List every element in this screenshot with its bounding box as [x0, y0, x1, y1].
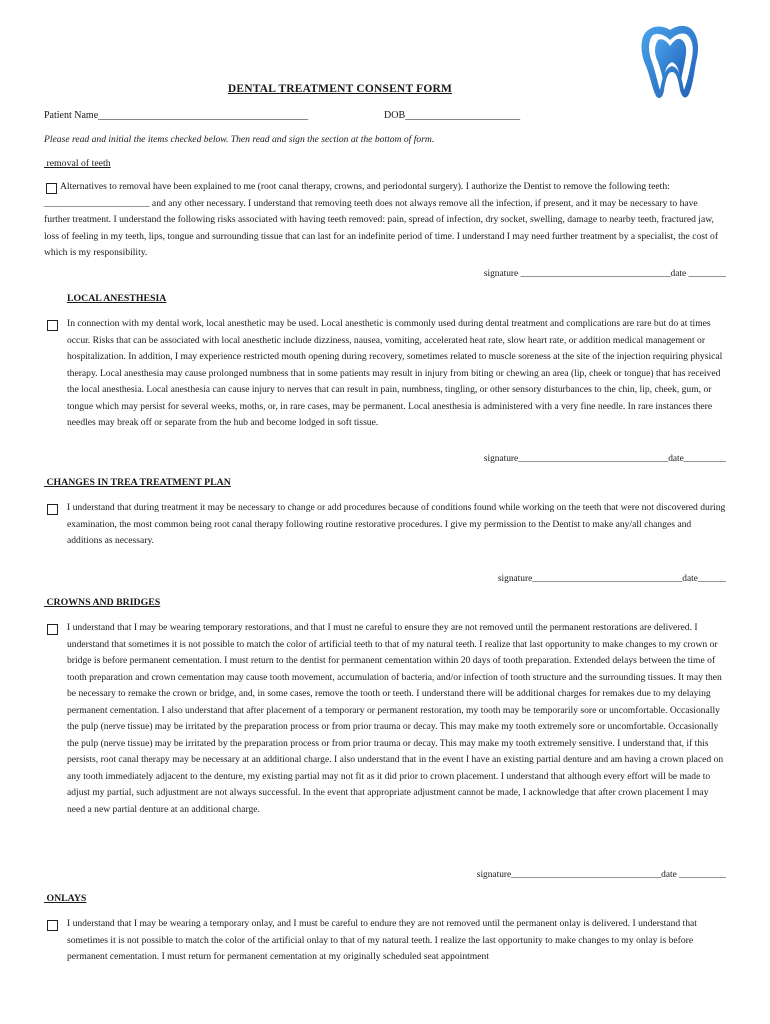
signature-line-changes[interactable]: signature________________________________date______ — [497, 574, 726, 584]
checkbox-crowns[interactable] — [47, 624, 58, 635]
section-heading-anesthesia: LOCAL ANESTHESIA — [67, 293, 167, 304]
section-text-anesthesia: In connection with my dental work, local anesthetic may be used. Local anesthetic is commonly used during dental treatment and complications are rare but do at times occur. Risks that can be associated with local anesthetic include dizziness, nausea, vomiting, accelerated heat rate, slow heart rate, or addition medical management or hospitalization. In addition, I may experience restricted mouth opening during recovery, sometimes related to muscle soreness at the site of the injection requiring physical therapy. Local anesthesia may cause prolonged numbness that in some patients may result in injury from biting or chewing an area (lip, cheek or tongue) that has received the local anesthesia. Local anesthesia can cause injury to nerves that can result in pain, numbness, tingling, or other sensory disturbances to the chin, lip, cheek, gum, or tongue which may persist for several weeks, moths, or, in rare cases, may be permanent. Local anesthesia is administered with a very fine needle. In rare instances there needles may break off or separate from the hub and become lodged in soft tissue. — [67, 318, 723, 428]
patient-name-field[interactable]: Patient Name__________________________________________ — [44, 110, 309, 121]
section-heading-onlays: ONLAYS — [44, 893, 87, 904]
section-text-onlays: I understand that I may be wearing a temporary onlay, and I must be careful to endure they are not removed until the permanent onlay is delivered. I understand that sometimes it is not possible to match the color of the artificial onlay to that of my natural teeth. I realize the last opportunity to make changes to my onlay is before permanent cementation. I must return for permanent cementation at my originally scheduled seat appointment — [67, 918, 697, 962]
checkbox-onlays[interactable] — [47, 920, 58, 931]
checkbox-anesthesia[interactable] — [47, 320, 58, 331]
section-heading-crowns: CROWNS AND BRIDGES — [44, 597, 161, 608]
checkbox-changes[interactable] — [47, 504, 58, 515]
section-heading-changes: CHANGES IN TREA TREATMENT PLAN — [44, 477, 231, 488]
form-title: DENTAL TREATMENT CONSENT FORM — [227, 83, 453, 95]
dob-field[interactable]: DOB_______________________ — [384, 110, 521, 121]
instructions-text: Please read and initial the items checked below. Then read and sign the section at the bottom of form. — [44, 134, 435, 145]
signature-line-removal[interactable]: signature ________________________________date ________ — [483, 269, 726, 279]
signature-line-anesthesia[interactable]: signature________________________________date_________ — [483, 454, 726, 464]
section-text-crowns: I understand that I may be wearing temporary restorations, and that I must ne careful to ensure they are not removed until the permanent restorations are delivered. I understand that sometimes it is not possible to match the color of artificial teeth to that of my natural teeth. I realize that last opportunity to make changes to my crown or bridge is before permanent cementation. I must return to the dentist for permanent cementation within 20 days of tooth preparation. Extended delays between the time of tooth preparation and crown cementation may cause tooth movement, accumulation of bacteria, and/or infection of tooth structure and the surrounding tissues. It may then be necessary to remake the crown or bridge, and, in some cases, remove the tooth or teeth. I understand there will be additional charges for remakes due to my delaying permanent cementation. I also understand that after placement of a temporary or permanent restoration, my tooth may be temporarily sore or uncomfortable. Occasionally the pulp (nerve tissue) may be irritated by the preparation process or from prior trauma or decay. This may make my tooth extremely sore or uncomfortable. Occasionally the pulp (nerve tissue) may be irritated by the preparation process or from prior trauma or decay. This may make my tooth extremely sensitive. I understand that, if this persists, root canal therapy may be necessary at an additional charge. I also understand that in the event I have an existing partial denture and am having a crown placed on any tooth immediately adjacent to the denture, my existing partial may not fit as it did prior to crown placement. I understand that although every effort will be made to adjust my partial, such adjustment are not always successful. In the event that appropriate adjustment cannot be made, I acknowledge that after crown placement I may need a new partial denture at an additional charge. — [67, 622, 724, 815]
signature-line-crowns[interactable]: signature________________________________date __________ — [476, 870, 726, 880]
section-text-removal: Alternatives to removal have been explained to me (root canal therapy, crowns, and periodontal surgery). I authorize the Dentist to remove the following teeth: ______________________ and any other necessary. I understand that removing teeth does not always remove all the infection, if present, and it may be necessary to have further treatment. I understand the following risks associated with having teeth removed: pain, spread of infection, dry socket, swelling, damage to nearby teeth, fractured jaw, loss of feeling in my teeth, lips, tongue and surrounding tissue that can last for an indefinite period of time. I understand I may need further treatment by a specialist, the cost of which is my responsibility. — [44, 181, 719, 258]
section-text-changes: I understand that during treatment it may be necessary to change or add procedures because of conditions found while working on the teeth that were not discovered during examination, the most common being root canal therapy following routine restorative procedures. I give my permission to the Dentist to make any/all changes and additions as necessary. — [67, 502, 726, 546]
section-heading-removal: removal of teeth — [44, 158, 111, 169]
